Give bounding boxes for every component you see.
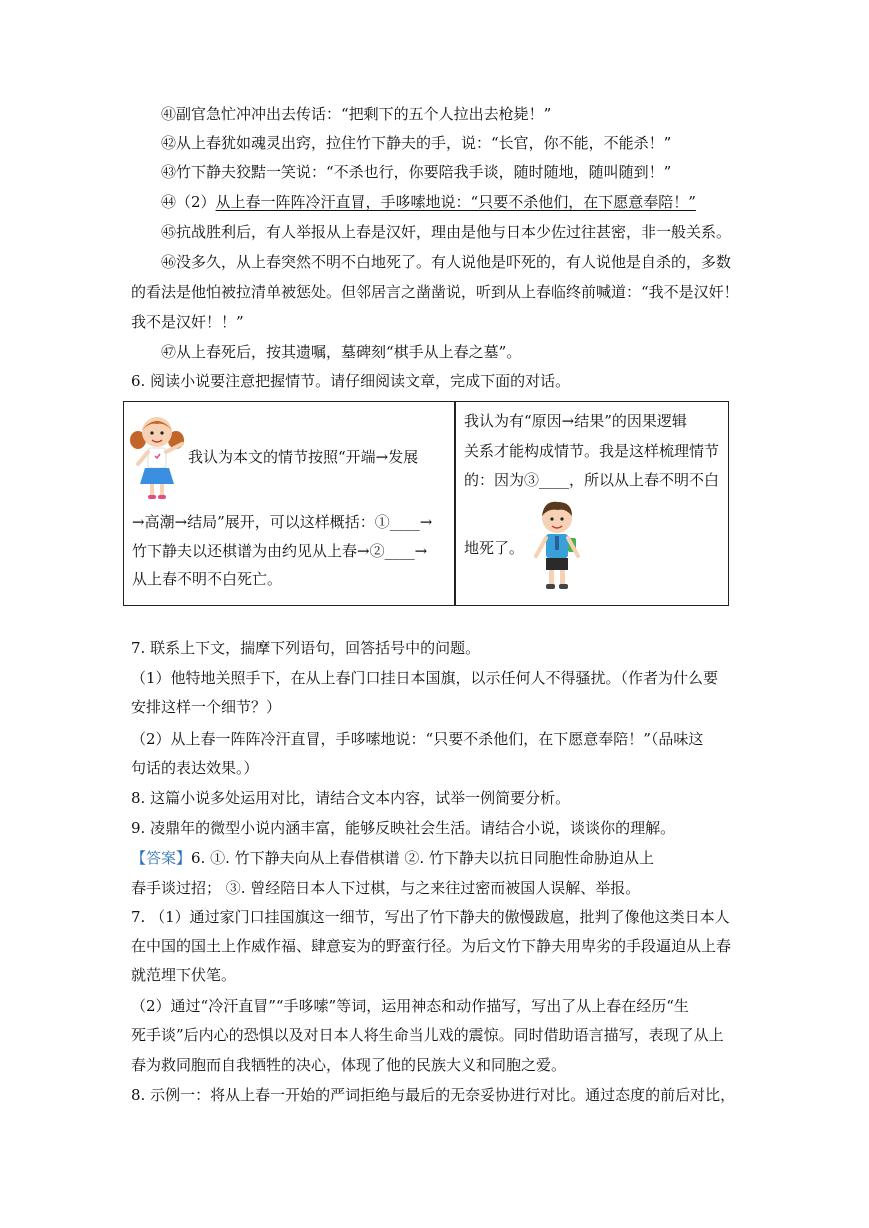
- question-9-stem: 9. 凌鼎年的微型小说内涵丰富，能够反映社会生活。请结合小说，谈谈你的理解。: [131, 819, 676, 837]
- boy-illustration: [528, 498, 586, 594]
- dialogue-table: [123, 401, 729, 606]
- question-8-stem: 8. 这篇小说多处运用对比，请结合文本内容，试举一例简要分析。: [131, 789, 571, 807]
- question-7-stem: 7. 联系上下文，揣摩下列语句，回答括号中的问题。: [131, 639, 481, 657]
- right-cell-line4: 地死了。: [464, 539, 525, 557]
- question-7-sub1-line2: 安排这样一个细节？）: [131, 698, 282, 716]
- story-paragraph-42: ㊷从上春犹如魂灵出窍，拉住竹下静夫的手，说：“长官，你不能，不能杀！”: [161, 134, 672, 152]
- girl-illustration: [128, 410, 186, 502]
- right-cell-line1: 我认为有“原因→结果”的因果逻辑: [464, 412, 687, 430]
- right-cell-line2: 关系才能构成情节。我是这样梳理情节: [464, 442, 720, 460]
- paragraph-44-prefix: ㊹（2）: [161, 193, 216, 211]
- answer-8-line1: 8. 示例一：将从上春一开始的严词拒绝与最后的无奈妥协进行对比。通过态度的前后对比，: [131, 1086, 736, 1104]
- answer-6-line2: 春手谈过招； ③. 曾经陪日本人下过棋，与之来往过密而被国人误解、举报。: [131, 879, 641, 897]
- story-paragraph-47: ㊼从上春死后，按其遗嘱，墓碑刻“棋手从上春之墓”。: [161, 343, 522, 361]
- story-paragraph-43: ㊸竹下静夫狡黠一笑说：“不杀也行，你要陪我手谈，随时随地，随叫随到！”: [161, 163, 672, 181]
- answer-7-line2: 在中国的国土上作威作福、肆意妄为的野蛮行径。为后文竹下静夫用卑劣的手段逼迫从上春: [131, 937, 732, 955]
- story-paragraph-46-line1: ㊻没多久，从上春突然不明不白地死了。有人说他是吓死的，有人说他是自杀的，多数: [161, 253, 732, 271]
- left-cell-line3: 竹下静夫以还棋谱为由约见从上春→②____→: [132, 542, 428, 560]
- question-7-sub1-line1: （1）他特地关照手下，在从上春门口挂日本国旗，以示任何人不得骚扰。（作者为什么要: [131, 669, 719, 687]
- story-paragraph-45: ㊺抗战胜利后，有人举报从上春是汉奸，理由是他与日本少佐过往甚密，非一般关系。: [161, 223, 732, 241]
- story-paragraph-44: [161, 192, 696, 212]
- answer-tag: 【答案】: [131, 849, 192, 867]
- answer-7-line1: 7. （1）通过家门口挂国旗这一细节，写出了竹下静夫的傲慢跋扈，批判了像他这类日本人: [131, 908, 730, 926]
- right-cell-line3: 的：因为③____，所以从上春不明不白: [464, 471, 720, 489]
- question-7-sub2-line2: 句话的表达效果。）: [131, 759, 259, 777]
- story-paragraph-41: ㊶副官急忙冲冲出去传话：“把剩下的五个人拉出去枪毙！”: [161, 105, 552, 123]
- story-paragraph-46-line3: 我不是汉奸！！”: [131, 313, 244, 331]
- answer-6-text: 6. ①. 竹下静夫向从上春借棋谱 ②. 竹下静夫以抗日同胞性命胁迫从上: [191, 849, 654, 867]
- answer-7-line3: 就范埋下伏笔。: [131, 966, 237, 984]
- table-divider: [454, 402, 456, 605]
- left-cell-line4: 从上春不明不白死亡。: [132, 570, 283, 588]
- answer-7-line4: （2）通过“冷汗直冒”“手哆嗦”等词，运用神态和动作描写，写出了从上春在经历“生: [131, 997, 689, 1015]
- answer-7-line5: 死手谈”后内心的恐惧以及对日本人将生命当儿戏的震惊。同时借助语言描写，表现了从上: [131, 1026, 724, 1044]
- question-6-stem: 6. 阅读小说要注意把握情节。请仔细阅读文章，完成下面的对话。: [131, 372, 571, 390]
- paragraph-44-underlined: 从上春一阵阵冷汗直冒，手哆嗦地说：“只要不杀他们，在下愿意奉陪！”: [215, 193, 696, 211]
- answer-7-line6: 春为救同胞而自我牺牲的决心，体现了他的民族大义和同胞之爱。: [131, 1056, 567, 1074]
- answer-6-line1: [131, 848, 654, 868]
- question-7-sub2-line1: （2）从上春一阵阵冷汗直冒，手哆嗦地说：“只要不杀他们，在下愿意奉陪！”（品味这: [131, 730, 704, 748]
- story-paragraph-46-line2: 的看法是他怕被拉清单被惩处。但邻居言之凿凿说，听到从上春临终前喊道：“我不是汉奸！: [131, 283, 739, 301]
- left-cell-line2: →高潮→结局”展开，可以这样概括：①____→: [132, 513, 433, 531]
- left-cell-line1: 我认为本文的情节按照“开端→发展: [188, 448, 419, 466]
